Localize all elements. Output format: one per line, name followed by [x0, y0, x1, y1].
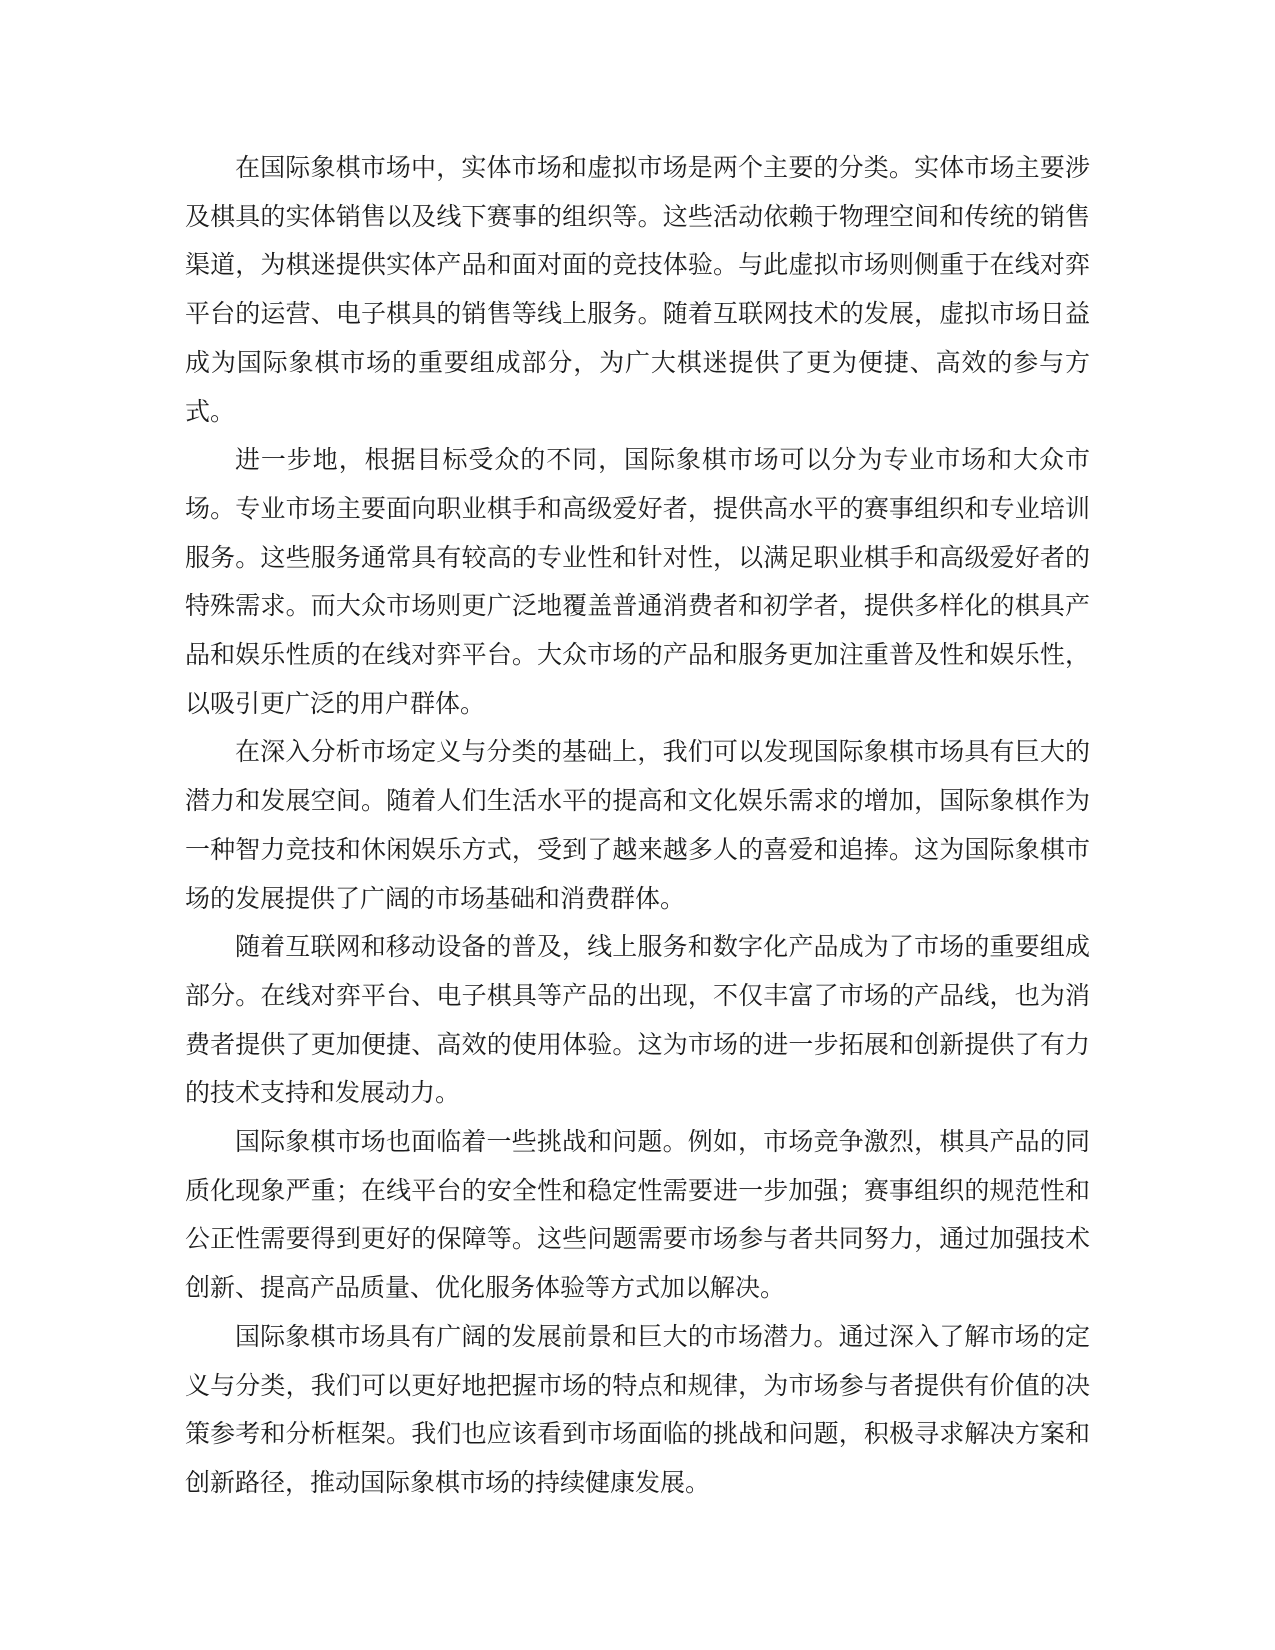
- paragraph-market-classification: 在国际象棋市场中，实体市场和虚拟市场是两个主要的分类。实体市场主要涉及棋具的实体销售以及线下赛事的组织等。这些活动依赖于物理空间和传统的销售渠道，为棋迷提供实体产品和面对面的竞技体验。与此虚拟市场则侧重于在线对弈平台的运营、电子棋具的销售等线上服务。随着互联网技术的发展，虚拟市场日益成为国际象棋市场的重要组成部分，为广大棋迷提供了更为便捷、高效的参与方式。: [185, 155, 1090, 426]
- paragraph-outlook: 国际象棋市场具有广阔的发展前景和巨大的市场潜力。通过深入了解市场的定义与分类，我们可以更好地把握市场的特点和规律，为市场参与者提供有价值的决策参考和分析框架。我们也应该看到市场面临的挑战和问题，积极寻求解决方案和创新路径，推动国际象棋市场的持续健康发展。: [185, 1323, 1090, 1497]
- paragraph-audience-segments: 进一步地，根据目标受众的不同，国际象棋市场可以分为专业市场和大众市场。专业市场主要面向职业棋手和高级爱好者，提供高水平的赛事组织和专业培训服务。这些服务通常具有较高的专业性和针对性，以满足职业棋手和高级爱好者的特殊需求。而大众市场则更广泛地覆盖普通消费者和初学者，提供多样化的棋具产品和娱乐性质的在线对弈平台。大众市场的产品和服务更加注重普及性和娱乐性，以吸引更广泛的用户群体。: [185, 447, 1090, 718]
- paragraph-digital-products: 随着互联网和移动设备的普及，线上服务和数字化产品成为了市场的重要组成部分。在线对弈平台、电子棋具等产品的出现，不仅丰富了市场的产品线，也为消费者提供了更加便捷、高效的使用体验。这为市场的进一步拓展和创新提供了有力的技术支持和发展动力。: [185, 934, 1090, 1108]
- paragraph-market-potential: 在深入分析市场定义与分类的基础上，我们可以发现国际象棋市场具有巨大的潜力和发展空间。随着人们生活水平的提高和文化娱乐需求的增加，国际象棋作为一种智力竞技和休闲娱乐方式，受到了越来越多人的喜爱和追捧。这为国际象棋市场的发展提供了广阔的市场基础和消费群体。: [185, 739, 1090, 913]
- paragraph-challenges: 国际象棋市场也面临着一些挑战和问题。例如，市场竞争激烈，棋具产品的同质化现象严重；在线平台的安全性和稳定性需要进一步加强；赛事组织的规范性和公正性需要得到更好的保障等。这些问题需要市场参与者共同努力，通过加强技术创新、提高产品质量、优化服务体验等方式加以解决。: [185, 1129, 1090, 1303]
- document-body: [185, 145, 1090, 1509]
